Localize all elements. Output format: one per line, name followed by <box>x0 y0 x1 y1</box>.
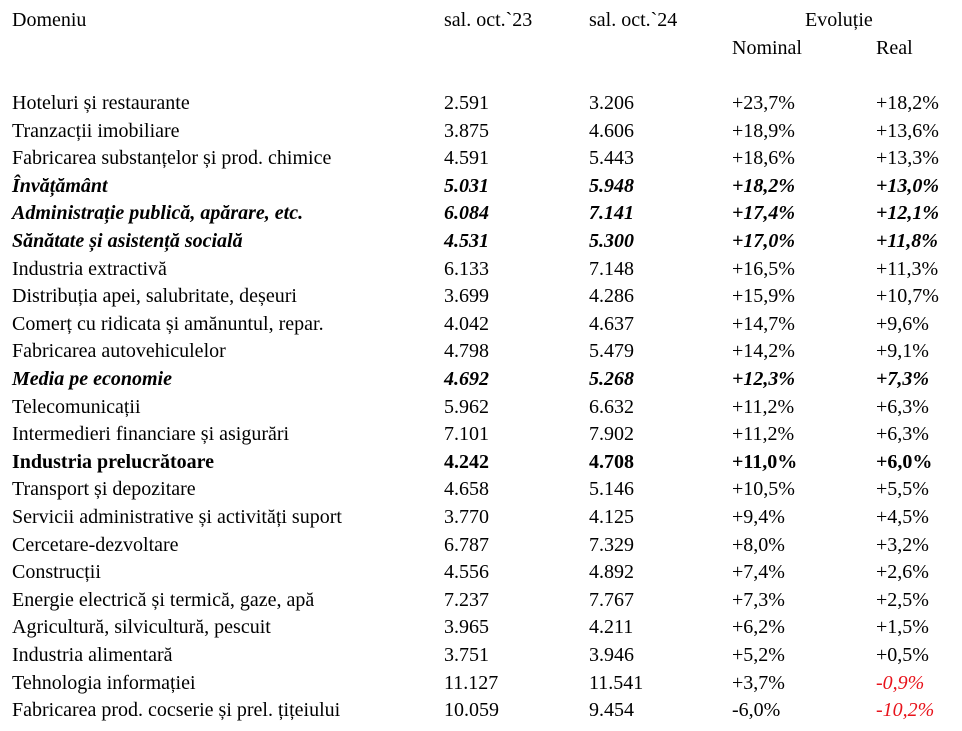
row-real-change: +13,6% <box>876 120 939 142</box>
row-salary-oct-23: 5.962 <box>444 396 489 418</box>
row-salary-oct-24: 3.946 <box>589 644 634 666</box>
row-salary-oct-24: 7.148 <box>589 258 634 280</box>
row-domain: Servicii administrative și activități suport <box>12 506 342 528</box>
row-salary-oct-23: 4.556 <box>444 561 489 583</box>
row-domain: Energie electrică și termică, gaze, apă <box>12 589 315 611</box>
row-salary-oct-23: 4.242 <box>444 451 489 473</box>
row-salary-oct-23: 10.059 <box>444 699 499 721</box>
row-domain: Hoteluri și restaurante <box>12 92 190 114</box>
row-salary-oct-24: 11.541 <box>589 672 644 694</box>
row-nominal-change: +3,7% <box>732 672 785 694</box>
row-domain: Construcții <box>12 561 101 583</box>
row-nominal-change: +17,4% <box>732 202 796 224</box>
row-real-change: +0,5% <box>876 644 929 666</box>
row-salary-oct-24: 4.286 <box>589 285 634 307</box>
row-salary-oct-23: 7.237 <box>444 589 489 611</box>
row-salary-oct-24: 7.329 <box>589 534 634 556</box>
row-domain: Fabricarea prod. cocserie și prel. țițeiului <box>12 699 341 721</box>
row-nominal-change: +18,6% <box>732 147 795 169</box>
row-domain: Distribuția apei, salubritate, deșeuri <box>12 285 297 307</box>
row-salary-oct-24: 3.206 <box>589 92 634 114</box>
row-real-change: +13,3% <box>876 147 939 169</box>
row-real-change: +2,5% <box>876 589 929 611</box>
row-real-change: +11,8% <box>876 230 938 252</box>
row-salary-oct-24: 5.948 <box>589 175 634 197</box>
row-real-change: +5,5% <box>876 478 929 500</box>
row-salary-oct-24: 7.767 <box>589 589 634 611</box>
row-domain: Industria extractivă <box>12 258 167 280</box>
header-real: Real <box>876 37 913 59</box>
row-salary-oct-23: 6.133 <box>444 258 489 280</box>
row-salary-oct-23: 6.084 <box>444 202 489 224</box>
header-domain: Domeniu <box>12 9 87 31</box>
row-salary-oct-23: 3.751 <box>444 644 489 666</box>
row-salary-oct-23: 6.787 <box>444 534 489 556</box>
row-salary-oct-24: 6.632 <box>589 396 634 418</box>
row-salary-oct-23: 4.042 <box>444 313 489 335</box>
row-real-change: +10,7% <box>876 285 939 307</box>
row-nominal-change: +9,4% <box>732 506 785 528</box>
row-salary-oct-24: 7.902 <box>589 423 634 445</box>
row-nominal-change: +14,2% <box>732 340 795 362</box>
row-nominal-change: +18,2% <box>732 175 796 197</box>
row-domain: Administrație publică, apărare, etc. <box>12 202 304 224</box>
row-real-change: -10,2% <box>876 699 935 721</box>
row-nominal-change: +18,9% <box>732 120 795 142</box>
row-real-change: +11,3% <box>876 258 939 280</box>
row-real-change: -0,9% <box>876 672 925 694</box>
row-nominal-change: +7,3% <box>732 589 785 611</box>
row-nominal-change: +14,7% <box>732 313 795 335</box>
row-real-change: +9,6% <box>876 313 929 335</box>
row-domain: Comerț cu ridicata și amănuntul, repar. <box>12 313 324 335</box>
row-salary-oct-24: 4.637 <box>589 313 634 335</box>
row-nominal-change: -6,0% <box>732 699 781 721</box>
row-nominal-change: +11,2% <box>732 423 795 445</box>
row-domain: Media pe economie <box>12 368 172 390</box>
row-domain: Industria alimentară <box>12 644 173 666</box>
row-domain: Transport și depozitare <box>12 478 196 500</box>
row-salary-oct-24: 9.454 <box>589 699 634 721</box>
row-salary-oct-23: 3.770 <box>444 506 489 528</box>
row-salary-oct-24: 5.146 <box>589 478 634 500</box>
row-salary-oct-23: 11.127 <box>444 672 499 694</box>
row-domain: Telecomunicații <box>12 396 141 418</box>
row-salary-oct-23: 3.875 <box>444 120 489 142</box>
row-real-change: +7,3% <box>876 368 930 390</box>
row-domain: Tranzacții imobiliare <box>12 120 180 142</box>
row-nominal-change: +11,0% <box>732 451 798 473</box>
row-salary-oct-23: 4.798 <box>444 340 489 362</box>
row-nominal-change: +7,4% <box>732 561 785 583</box>
row-salary-oct-23: 4.658 <box>444 478 489 500</box>
row-real-change: +6,0% <box>876 451 933 473</box>
row-real-change: +18,2% <box>876 92 939 114</box>
row-real-change: +3,2% <box>876 534 929 556</box>
row-real-change: +1,5% <box>876 616 929 638</box>
row-salary-oct-24: 7.141 <box>589 202 634 224</box>
row-nominal-change: +12,3% <box>732 368 796 390</box>
row-salary-oct-24: 4.708 <box>589 451 634 473</box>
header-evolution: Evoluție <box>805 9 873 31</box>
row-real-change: +6,3% <box>876 396 929 418</box>
row-domain: Agricultură, silvicultură, pescuit <box>12 616 271 638</box>
row-domain: Cercetare-dezvoltare <box>12 534 179 556</box>
row-real-change: +4,5% <box>876 506 929 528</box>
row-salary-oct-23: 2.591 <box>444 92 489 114</box>
row-salary-oct-24: 4.892 <box>589 561 634 583</box>
row-salary-oct-24: 5.300 <box>589 230 634 252</box>
row-domain: Intermedieri financiare și asigurări <box>12 423 290 445</box>
header-nominal: Nominal <box>732 37 802 59</box>
row-nominal-change: +23,7% <box>732 92 795 114</box>
row-domain: Industria prelucrătoare <box>12 451 215 473</box>
row-real-change: +9,1% <box>876 340 929 362</box>
row-salary-oct-24: 5.268 <box>589 368 634 390</box>
row-real-change: +2,6% <box>876 561 929 583</box>
row-domain: Fabricarea autovehiculelor <box>12 340 226 362</box>
row-real-change: +6,3% <box>876 423 929 445</box>
row-salary-oct-23: 4.591 <box>444 147 489 169</box>
row-nominal-change: +15,9% <box>732 285 795 307</box>
row-salary-oct-23: 4.531 <box>444 230 489 252</box>
row-real-change: +12,1% <box>876 202 940 224</box>
row-salary-oct-24: 5.479 <box>589 340 634 362</box>
row-salary-oct-23: 5.031 <box>444 175 489 197</box>
row-domain: Fabricarea substanțelor și prod. chimice <box>12 147 332 169</box>
header-y24: sal. oct.`24 <box>589 9 678 31</box>
row-domain: Sănătate și asistență socială <box>12 230 243 252</box>
row-salary-oct-23: 4.692 <box>444 368 489 390</box>
row-salary-oct-24: 5.443 <box>589 147 634 169</box>
row-salary-oct-23: 3.699 <box>444 285 489 307</box>
row-nominal-change: +6,2% <box>732 616 785 638</box>
row-nominal-change: +11,2% <box>732 396 795 418</box>
row-salary-oct-24: 4.125 <box>589 506 634 528</box>
row-nominal-change: +16,5% <box>732 258 795 280</box>
row-nominal-change: +8,0% <box>732 534 785 556</box>
row-real-change: +13,0% <box>876 175 940 197</box>
row-salary-oct-24: 4.211 <box>589 616 634 638</box>
row-nominal-change: +10,5% <box>732 478 795 500</box>
row-nominal-change: +5,2% <box>732 644 785 666</box>
row-domain: Tehnologia informației <box>12 672 196 694</box>
row-salary-oct-23: 7.101 <box>444 423 489 445</box>
row-domain: Învățământ <box>12 175 108 197</box>
header-y23: sal. oct.`23 <box>444 9 533 31</box>
row-salary-oct-24: 4.606 <box>589 120 634 142</box>
row-salary-oct-23: 3.965 <box>444 616 489 638</box>
row-nominal-change: +17,0% <box>732 230 796 252</box>
